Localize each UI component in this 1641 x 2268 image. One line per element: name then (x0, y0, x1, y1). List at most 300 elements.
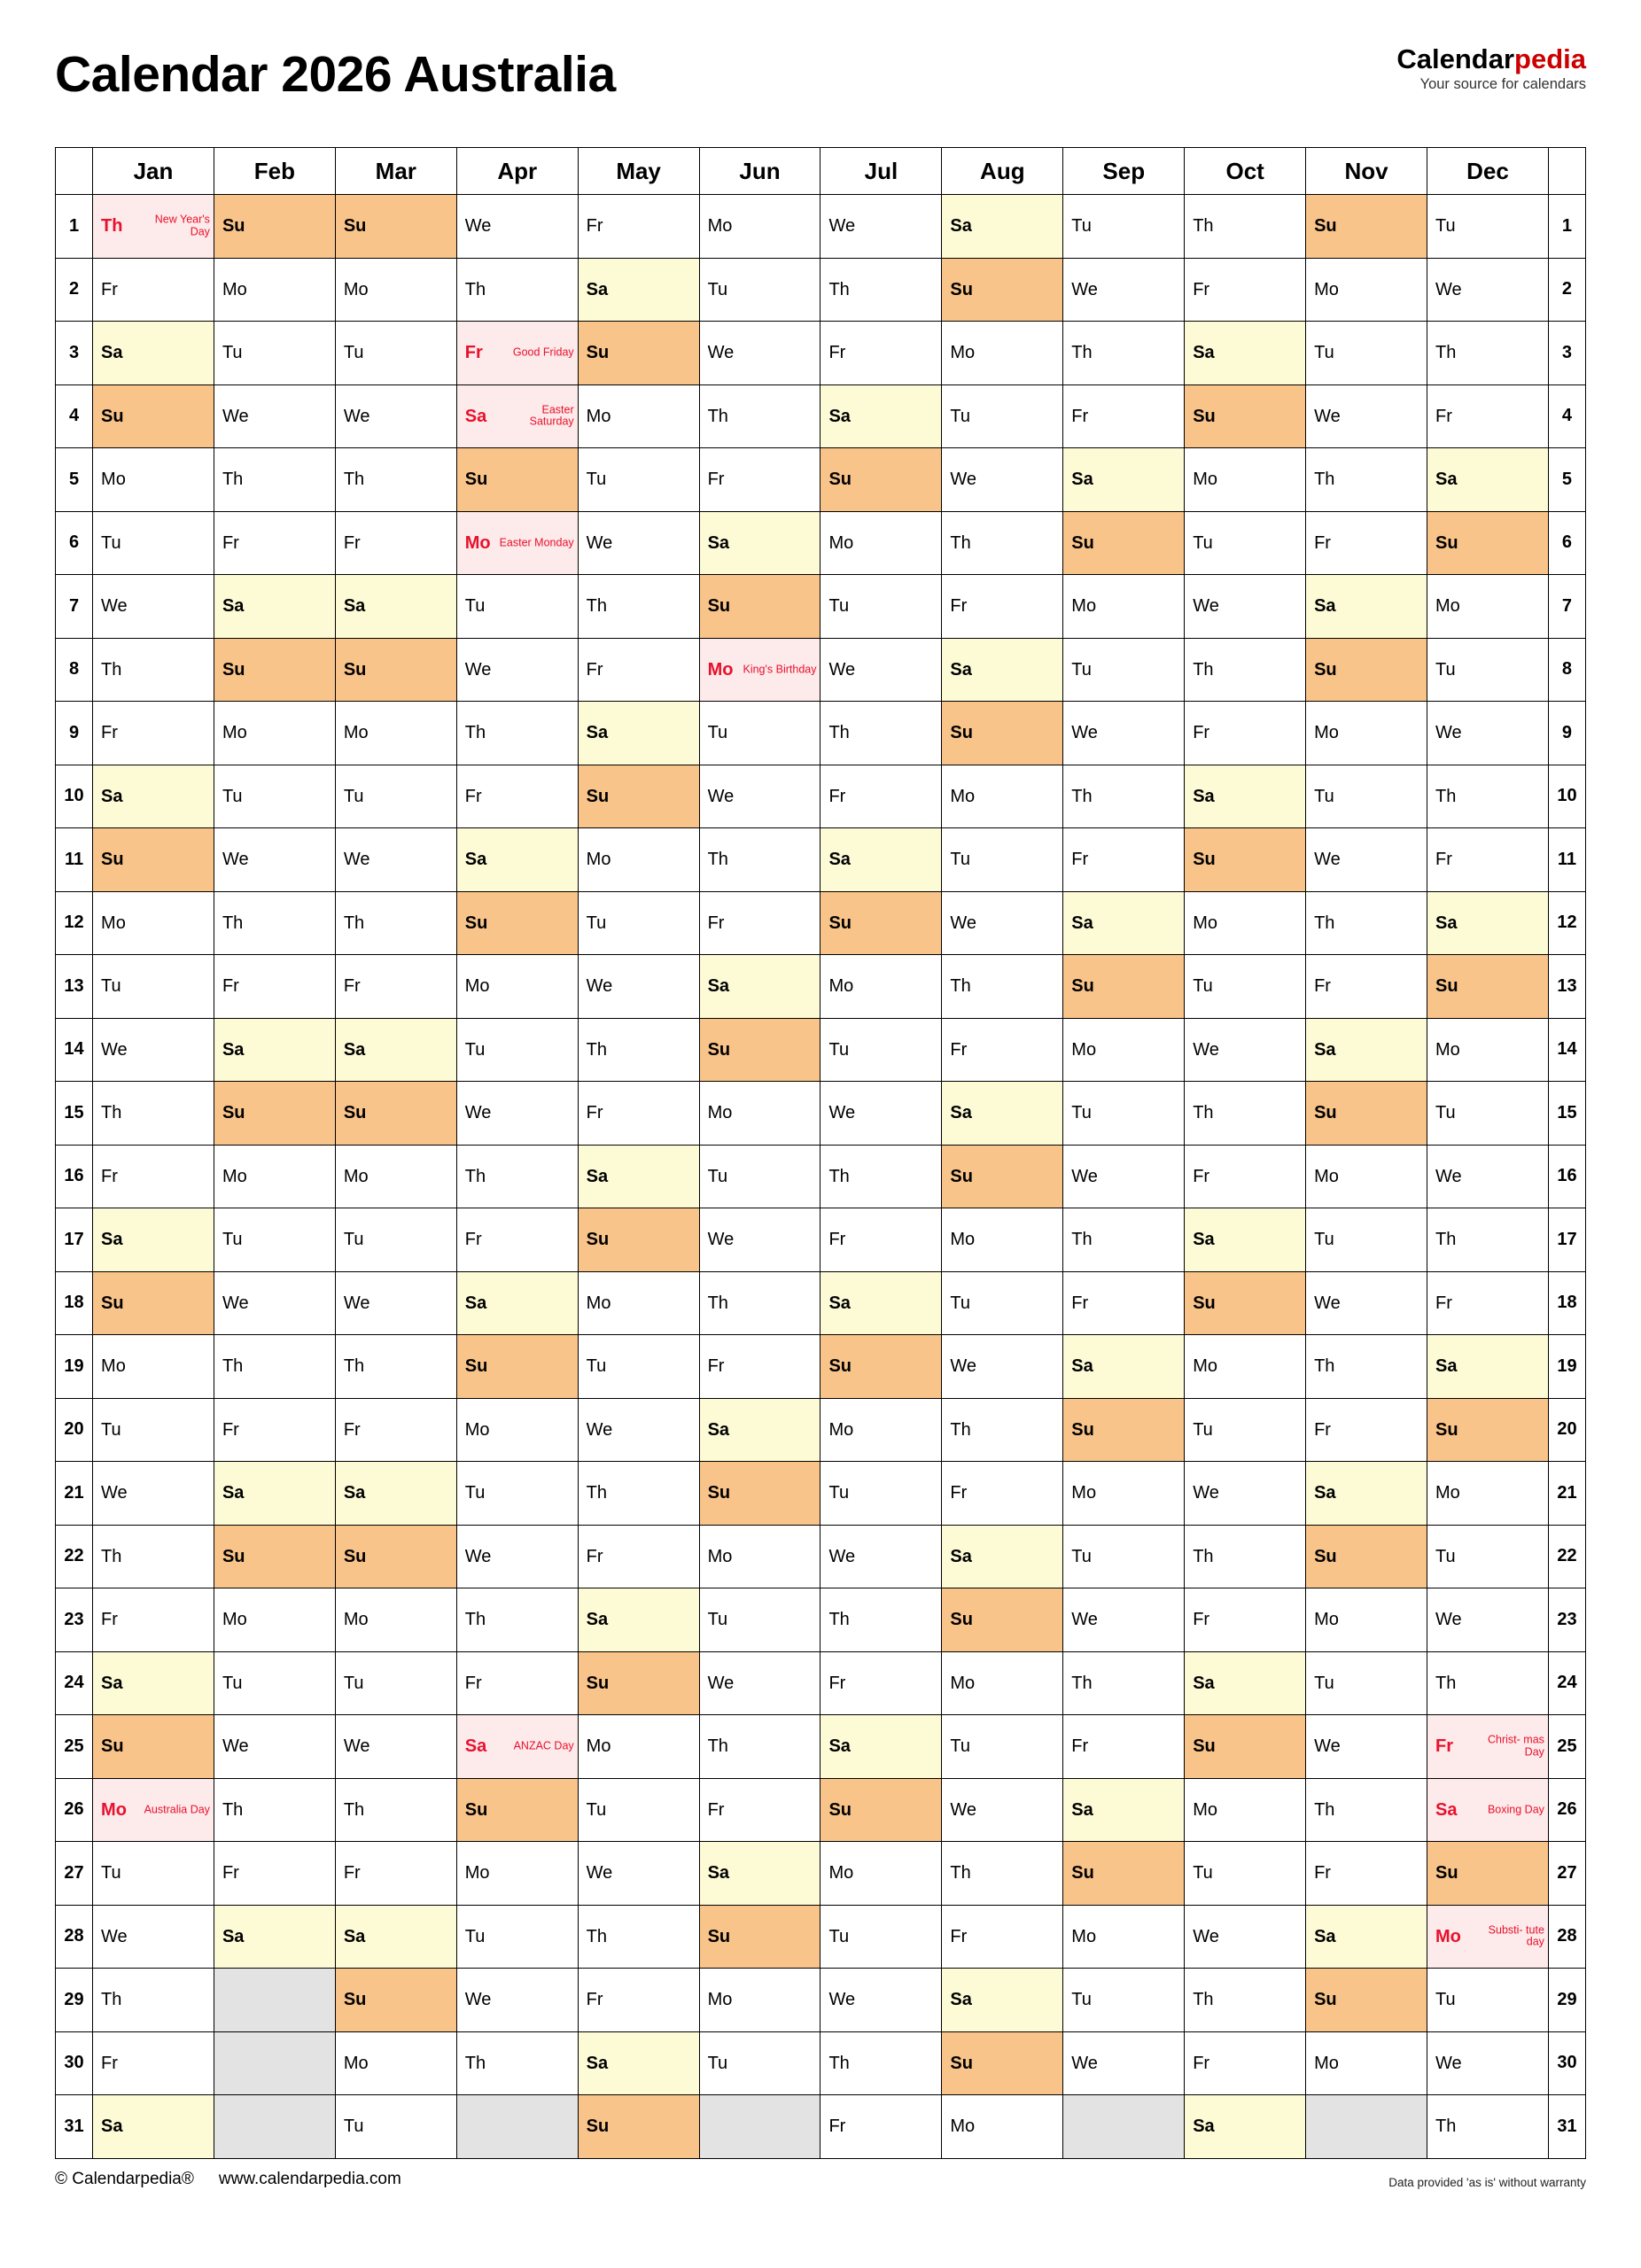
calendar-cell-content (700, 1526, 820, 1588)
day-number-left: 8 (56, 638, 93, 702)
weekday-abbrev: Mo (707, 1546, 733, 1566)
weekday-abbrev: Fr (1193, 2053, 1210, 2073)
calendar-cell-content (1185, 1399, 1305, 1462)
weekday-abbrev: Th (101, 1103, 122, 1123)
calendar-cell-content (700, 2032, 820, 2095)
calendar-cell (214, 702, 335, 765)
calendar-cell (1306, 955, 1427, 1019)
calendar-cell (93, 195, 214, 259)
calendar-cell (214, 575, 335, 639)
page-footer (55, 2170, 1586, 2189)
weekday-abbrev: Tu (586, 1356, 607, 1377)
calendar-cell (1427, 955, 1549, 1019)
weekday-abbrev: Su (343, 1546, 367, 1566)
weekday-abbrev: Th (586, 1926, 607, 1946)
weekday-abbrev: Th (343, 1356, 365, 1377)
calendar-cell-content (336, 702, 456, 765)
calendar-cell (93, 2095, 214, 2159)
calendar-cell (578, 828, 699, 892)
calendar-cell-content (214, 955, 335, 1018)
calendar-cell (214, 1018, 335, 1082)
weekday-abbrev: Mo (1071, 596, 1097, 617)
weekday-abbrev: We (828, 216, 856, 237)
weekday-abbrev: Sa (101, 1230, 123, 1250)
calendar-cell-content (820, 259, 941, 322)
calendar-cell-content (214, 1652, 335, 1715)
footer-website[interactable]: www.calendarpedia.com (218, 2169, 401, 2188)
weekday-abbrev: Tu (586, 913, 607, 933)
calendar-cell-content (93, 2032, 214, 2095)
weekday-abbrev: Th (586, 596, 607, 617)
calendar-cell-content (1063, 1335, 1184, 1398)
calendar-cell (1306, 1651, 1427, 1715)
calendar-cell (93, 1842, 214, 1906)
weekday-abbrev: Mo (464, 532, 491, 553)
calendar-cell (1427, 1082, 1549, 1146)
calendar-cell (1185, 2031, 1306, 2095)
weekday-abbrev: Th (101, 216, 123, 237)
calendar-cell (335, 1778, 456, 1842)
calendar-cell-content (214, 1526, 335, 1588)
weekday-abbrev: Su (343, 216, 367, 237)
calendar-cell (456, 891, 578, 955)
weekday-abbrev: We (707, 786, 735, 806)
month-header-oct: Oct (1185, 148, 1306, 195)
calendar-cell-content (1185, 1272, 1305, 1335)
calendar-cell-content (820, 1208, 941, 1271)
calendar-cell-content (820, 512, 941, 575)
calendar-cell-content (579, 1588, 699, 1651)
weekday-abbrev: Th (828, 279, 850, 299)
weekday-abbrev: Fr (1435, 850, 1452, 870)
calendar-cell-content (214, 1146, 335, 1208)
calendar-cell-content (1306, 385, 1427, 448)
calendar-cell-content (700, 512, 820, 575)
weekday-abbrev: Tu (1071, 216, 1092, 237)
calendar-cell (456, 511, 578, 575)
calendar-cell-content (820, 765, 941, 828)
calendar-cell-content (1427, 955, 1548, 1018)
weekday-abbrev: Fr (1071, 406, 1089, 426)
calendar-cell-content (579, 575, 699, 638)
weekday-abbrev: Sa (1435, 913, 1458, 933)
calendar-cell-content (579, 828, 699, 891)
day-number-right: 4 (1548, 384, 1585, 448)
calendar-cell-content (1427, 195, 1548, 258)
brand-tagline: Your source for calendars (1419, 76, 1586, 93)
weekday-abbrev: Fr (101, 723, 118, 743)
calendar-cell (335, 1018, 456, 1082)
calendar-cell (456, 1905, 578, 1969)
calendar-cell (1185, 1905, 1306, 1969)
weekday-abbrev: Mo (707, 216, 733, 237)
calendar-cell-content (700, 385, 820, 448)
calendar-cell (456, 1208, 578, 1272)
calendar-cell-content (579, 639, 699, 702)
day-number-right: 29 (1548, 1969, 1585, 2032)
weekday-abbrev: We (1435, 723, 1462, 743)
calendar-cell-content (214, 765, 335, 828)
month-header-mar: Mar (335, 148, 456, 195)
month-header-feb: Feb (214, 148, 335, 195)
weekday-abbrev: Tu (101, 976, 121, 997)
calendar-cell-content (1185, 955, 1305, 1018)
calendar-cell-content (93, 1462, 214, 1525)
calendar-cell-content (700, 1652, 820, 1715)
header-corner-left (56, 148, 93, 195)
calendar-cell-content (336, 892, 456, 955)
weekday-abbrev: We (1193, 1926, 1219, 1946)
weekday-abbrev: Sa (343, 1483, 366, 1503)
weekday-abbrev: Tu (1193, 1863, 1213, 1884)
calendar-cell (820, 1905, 942, 1969)
weekday-abbrev: Mo (343, 1166, 369, 1186)
day-number-left: 27 (56, 1842, 93, 1906)
weekday-abbrev: Mo (343, 2053, 369, 2073)
weekday-abbrev: Mo (1314, 279, 1339, 299)
calendar-cell-content (336, 512, 456, 575)
weekday-abbrev: Sa (950, 1546, 972, 1566)
weekday-abbrev: Sa (586, 723, 609, 743)
calendar-cell-content (579, 1019, 699, 1082)
calendar-cell-content (579, 2095, 699, 2158)
weekday-abbrev: Sa (1314, 596, 1336, 617)
calendar-cell-content (579, 1906, 699, 1969)
calendar-cell (93, 702, 214, 765)
weekday-abbrev: Sa (101, 2117, 123, 2137)
calendar-cell-content (700, 1842, 820, 1905)
calendar-cell (820, 828, 942, 892)
weekday-abbrev: Sa (1193, 1673, 1215, 1693)
calendar-cell (1063, 955, 1185, 1019)
calendar-cell-content (93, 512, 214, 575)
calendar-cell-content (1427, 1019, 1548, 1082)
day-number-left: 20 (56, 1398, 93, 1462)
calendar-cell-content (93, 1588, 214, 1651)
calendar-cell (335, 702, 456, 765)
day-number-left: 17 (56, 1208, 93, 1272)
calendar-cell-content (1427, 1335, 1548, 1398)
calendar-cell-content (700, 1399, 820, 1462)
calendar-cell-content (820, 1906, 941, 1969)
weekday-abbrev: Fr (343, 1419, 361, 1440)
day-number-left: 12 (56, 891, 93, 955)
calendar-cell (820, 765, 942, 828)
calendar-row (56, 575, 1586, 639)
calendar-cell (214, 1842, 335, 1906)
calendar-cell (578, 1398, 699, 1462)
calendar-cell-content (93, 639, 214, 702)
month-header-dec: Dec (1427, 148, 1549, 195)
calendar-cell-content (1427, 1842, 1548, 1905)
weekday-abbrev: Fr (101, 279, 118, 299)
calendar-cell-content (942, 765, 1062, 828)
weekday-abbrev: Th (707, 1293, 728, 1313)
calendar-cell (699, 1398, 820, 1462)
calendar-cell (335, 448, 456, 512)
calendar-cell-content (579, 259, 699, 322)
weekday-abbrev: We (222, 406, 249, 426)
day-number-right: 14 (1548, 1018, 1585, 1082)
calendar-cell (699, 638, 820, 702)
calendar-cell-content (93, 1779, 214, 1842)
weekday-abbrev: Mo (1314, 2053, 1339, 2073)
weekday-abbrev: Sa (1435, 470, 1458, 490)
calendar-cell (335, 638, 456, 702)
calendar-cell (335, 1842, 456, 1906)
calendar-cell (456, 1715, 578, 1779)
calendar-cell-content (942, 2095, 1062, 2158)
calendar-cell-content (336, 1526, 456, 1588)
calendar-cell-content (1185, 639, 1305, 702)
calendar-cell-content (820, 1779, 941, 1842)
weekday-abbrev: Fr (464, 786, 482, 806)
calendar-cell (1063, 828, 1185, 892)
weekday-abbrev: Fr (101, 1166, 118, 1186)
calendar-cell-content (820, 1652, 941, 1715)
weekday-abbrev: Th (1314, 1799, 1335, 1820)
calendar-cell (456, 1082, 578, 1146)
weekday-abbrev: Sa (464, 1293, 487, 1313)
weekday-abbrev: Fr (222, 1863, 239, 1884)
calendar-cell-content (942, 1146, 1062, 1208)
calendar-cell (820, 1462, 942, 1526)
calendar-cell-content (942, 2032, 1062, 2095)
calendar-cell-content (820, 195, 941, 258)
weekday-abbrev: Mo (828, 1419, 854, 1440)
calendar-cell (578, 1525, 699, 1588)
day-number-right: 18 (1548, 1271, 1585, 1335)
weekday-abbrev: Su (1193, 1736, 1216, 1757)
calendar-cell-content (1306, 955, 1427, 1018)
calendar-cell (820, 1018, 942, 1082)
page-title: Calendar 2026 Australia (55, 46, 616, 103)
calendar-cell (1063, 511, 1185, 575)
calendar-cell (942, 1969, 1063, 2032)
weekday-abbrev: We (1314, 1293, 1341, 1313)
calendar-cell (456, 384, 578, 448)
day-number-right: 22 (1548, 1525, 1585, 1588)
weekday-abbrev: Su (222, 659, 245, 680)
weekday-abbrev: Su (950, 2053, 973, 2073)
calendar-cell-content (700, 448, 820, 511)
calendar-cell-content (214, 892, 335, 955)
calendar-cell-content (942, 1969, 1062, 2031)
weekday-abbrev: We (1071, 1610, 1098, 1630)
calendar-cell-content (820, 1715, 941, 1778)
weekday-abbrev: We (1435, 279, 1462, 299)
calendar-cell (699, 1842, 820, 1906)
weekday-abbrev: Th (1193, 1990, 1214, 2010)
weekday-abbrev: Mo (1071, 1483, 1097, 1503)
calendar-cell (335, 828, 456, 892)
calendar-cell-content (1427, 1906, 1548, 1969)
weekday-abbrev: Mo (950, 1230, 976, 1250)
calendar-cell (578, 1778, 699, 1842)
calendar-cell-content (1185, 322, 1305, 384)
weekday-abbrev: Th (1193, 659, 1214, 680)
calendar-row (56, 2095, 1586, 2159)
calendar-cell-content (93, 1526, 214, 1588)
calendar-cell-content (942, 955, 1062, 1018)
weekday-abbrev: Th (950, 1419, 971, 1440)
calendar-cell-content (214, 1588, 335, 1651)
calendar-cell-content (942, 1462, 1062, 1525)
calendar-cell (214, 2095, 335, 2159)
calendar-cell (578, 2095, 699, 2159)
calendar-cell-content (942, 195, 1062, 258)
calendar-cell (578, 322, 699, 385)
calendar-cell-content (700, 322, 820, 384)
calendar-cell (820, 955, 942, 1019)
day-number-right: 30 (1548, 2031, 1585, 2095)
weekday-abbrev: Mo (1435, 1483, 1460, 1503)
calendar-cell (335, 1525, 456, 1588)
weekday-abbrev: Th (707, 1736, 728, 1757)
calendar-cell (335, 2031, 456, 2095)
calendar-cell-content (942, 1842, 1062, 1905)
calendar-cell-content (1063, 1779, 1184, 1842)
month-header-row (56, 148, 1586, 195)
calendar-cell-content (1185, 2032, 1305, 2095)
calendar-cell (456, 195, 578, 259)
calendar-cell (1427, 575, 1549, 639)
calendar-cell-content (1063, 1526, 1184, 1588)
calendar-cell-content (820, 1335, 941, 1398)
weekday-abbrev: Fr (1071, 1293, 1089, 1313)
weekday-abbrev: Th (1071, 1673, 1093, 1693)
calendar-cell (1063, 384, 1185, 448)
calendar-cell-content (214, 575, 335, 638)
calendar-cell-content (579, 765, 699, 828)
calendar-row (56, 638, 1586, 702)
weekday-abbrev: Fr (222, 532, 239, 553)
calendar-cell (942, 702, 1063, 765)
weekday-abbrev: Fr (950, 596, 968, 617)
day-number-left: 11 (56, 828, 93, 892)
weekday-abbrev: Th (828, 723, 850, 743)
calendar-cell-content (1063, 1019, 1184, 1082)
calendar-cell-content (1427, 2032, 1548, 2095)
calendar-cell-content (1063, 702, 1184, 765)
calendar-cell (1063, 1398, 1185, 1462)
day-number-left: 5 (56, 448, 93, 512)
calendar-cell-content (579, 1082, 699, 1145)
calendar-cell (699, 2031, 820, 2095)
calendar-cell-content (700, 1969, 820, 2031)
calendar-cell (699, 828, 820, 892)
weekday-abbrev: Mo (586, 406, 611, 426)
calendar-cell (942, 1462, 1063, 1526)
weekday-abbrev: Mo (950, 1673, 976, 1693)
calendar-cell (699, 891, 820, 955)
weekday-abbrev: Tu (1193, 976, 1213, 997)
calendar-cell (942, 1145, 1063, 1208)
calendar-cell (1063, 1145, 1185, 1208)
weekday-abbrev: Th (707, 406, 728, 426)
calendar-cell-content (336, 955, 456, 1018)
calendar-cell (1427, 322, 1549, 385)
calendar-cell (1185, 1335, 1306, 1399)
month-header-jul: Jul (820, 148, 942, 195)
calendar-cell-content (1185, 575, 1305, 638)
calendar-cell (820, 195, 942, 259)
calendar-cell-content (820, 575, 941, 638)
calendar-cell-content (700, 1146, 820, 1208)
calendar-cell (578, 1145, 699, 1208)
calendar-cell (1306, 1462, 1427, 1526)
calendar-cell (214, 1462, 335, 1526)
holiday-label: Good Friday (512, 346, 574, 359)
calendar-cell-content (700, 259, 820, 322)
weekday-abbrev: Th (1314, 913, 1335, 933)
calendar-cell-content (820, 892, 941, 955)
calendar-cell-content (942, 1399, 1062, 1462)
calendar-cell (93, 1715, 214, 1779)
calendar-cell-content (1306, 512, 1427, 575)
day-number-right: 24 (1548, 1651, 1585, 1715)
calendar-cell (93, 322, 214, 385)
calendar-cell-content (1427, 1779, 1548, 1842)
month-header-aug: Aug (942, 148, 1063, 195)
weekday-abbrev: Su (1314, 659, 1337, 680)
calendar-cell (456, 1969, 578, 2032)
calendar-cell (1063, 1905, 1185, 1969)
day-number-right: 5 (1548, 448, 1585, 512)
weekday-abbrev: Su (222, 1546, 245, 1566)
day-number-right: 2 (1548, 258, 1585, 322)
weekday-abbrev: Fr (586, 659, 603, 680)
weekday-abbrev: We (222, 1736, 249, 1757)
calendar-cell (335, 1398, 456, 1462)
weekday-abbrev: Fr (828, 1673, 846, 1693)
day-number-right: 12 (1548, 891, 1585, 955)
weekday-abbrev: Sa (1314, 1483, 1336, 1503)
calendar-cell (1063, 2095, 1185, 2159)
calendar-cell (456, 765, 578, 828)
calendar-cell-content (942, 1019, 1062, 1082)
day-number-left: 24 (56, 1651, 93, 1715)
calendar-cell (335, 1462, 456, 1526)
holiday-label: New Year's Day (154, 213, 210, 238)
calendar-cell-content (820, 448, 941, 511)
calendar-cell (1306, 1018, 1427, 1082)
weekday-abbrev: Su (1314, 1103, 1337, 1123)
calendar-cell (1063, 1525, 1185, 1588)
weekday-abbrev: Tu (828, 1926, 850, 1946)
calendar-cell-content (579, 702, 699, 765)
calendar-cell (1427, 702, 1549, 765)
calendar-cell (820, 1778, 942, 1842)
calendar-cell-content (336, 1652, 456, 1715)
calendar-cell-content (700, 828, 820, 891)
weekday-abbrev: Sa (707, 532, 730, 553)
calendar-cell-content (214, 828, 335, 891)
weekday-abbrev: Tu (1435, 216, 1456, 237)
calendar-cell (942, 1715, 1063, 1779)
calendar-cell (1185, 1588, 1306, 1652)
weekday-abbrev: Su (1435, 976, 1458, 997)
calendar-cell-content (1063, 1462, 1184, 1525)
weekday-abbrev: Tu (586, 1799, 607, 1820)
weekday-abbrev: Tu (1314, 343, 1334, 363)
calendar-cell (456, 1018, 578, 1082)
calendar-cell (214, 1969, 335, 2032)
weekday-abbrev: Tu (950, 406, 970, 426)
calendar-cell (1306, 1905, 1427, 1969)
calendar-cell (699, 1335, 820, 1399)
calendar-cell-content (1427, 765, 1548, 828)
